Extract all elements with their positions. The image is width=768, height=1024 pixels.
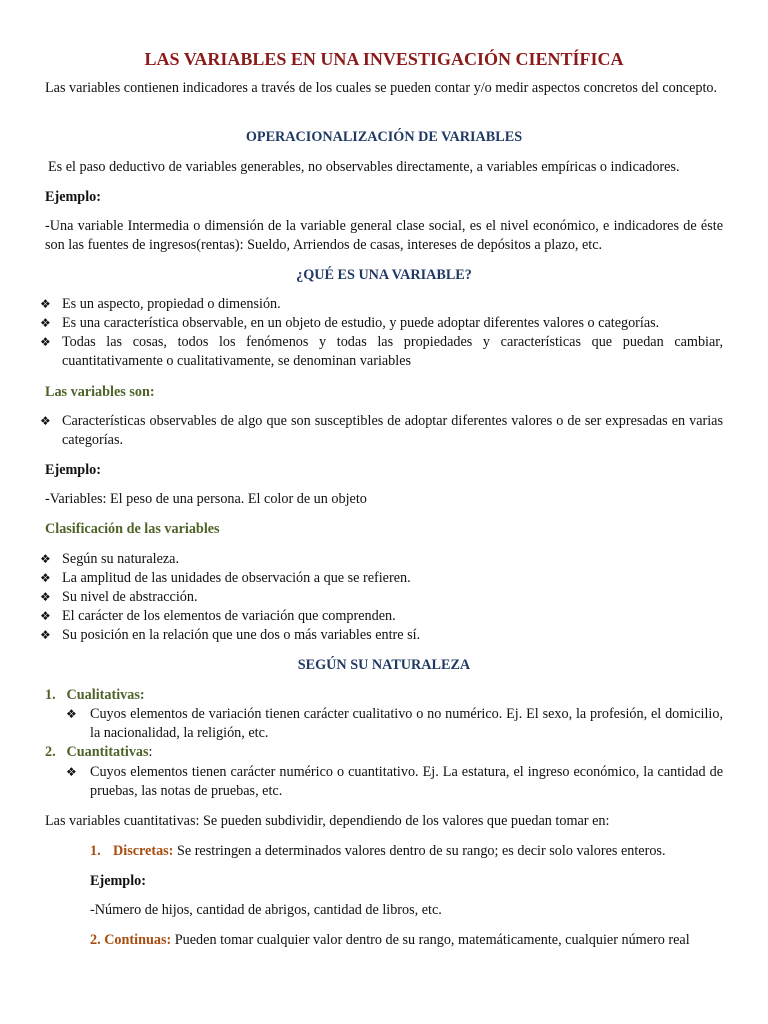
list-item: ❖ Es un aspecto, propiedad o dimensión. [40,296,281,312]
las-variables-son-label: Las variables son: [45,384,155,400]
example-text-1: -Una variable Intermedia o dimensión de la variable general clase social, es el nivel económico, e indicadores de éste son las fuentes de ingresos(rentas): Sueldo, Arriendos de casas, intereses de depósitos a plazo, etc. [45,218,723,253]
example-label-1: Ejemplo: [45,189,101,205]
cualitativas-item [45,686,723,705]
clasificacion-list [40,550,723,645]
document-title: LAS VARIABLES EN UNA INVESTIGACIÓN CIENTÍFICA [144,49,624,69]
continuas-text: Pueden tomar cualquier valor dentro de su rango, matemáticamente, cualquier número real [171,932,690,948]
example-text-2: -Variables: El peso de una persona. El color de un objeto [45,491,367,507]
list-item: ❖ El carácter de los elementos de variación que comprenden. [40,608,396,624]
list-item: ❖ Todas las cosas, todos los fenómenos y todas las propiedades y características que puedan cambiar, cuantitativamente o cualitativamente, se denominan variables [40,334,723,369]
diamond-bullet-icon: ❖ [40,316,51,330]
diamond-bullet-icon: ❖ [40,609,51,623]
continuas-label: 2. Continuas: [90,932,172,948]
what-is-variable-list [40,295,723,371]
variables-son-list [40,412,723,450]
list-item: ❖ Cuyos elementos de variación tienen carácter cualitativo o no numérico. Ej. El sexo, la profesión, el domicilio, la nacionalidad, la religión, etc. [66,706,723,741]
heading-operacionalizacion: OPERACIONALIZACIÓN DE VARIABLES [245,129,523,145]
clasificacion-label: Clasificación de las variables [45,521,220,537]
cualitativas-label: Cualitativas: [66,687,145,703]
item-number: 2. [45,744,56,760]
diamond-bullet-icon: ❖ [40,414,51,428]
list-item: ❖ La amplitud de las unidades de observación a que se refieren. [40,570,411,586]
intro-paragraph: Las variables contienen indicadores a través de los cuales se pueden contar y/o medir aspectos concretos del concepto. [45,80,718,96]
cualitativas-list [66,705,723,743]
list-item: ❖ Su nivel de abstracción. [40,589,198,605]
list-item: ❖ Su posición en la relación que une dos o más variables entre sí. [40,627,421,643]
discretas-item [90,842,723,861]
discretas-label: Discretas: [113,843,174,859]
list-item: ❖ Cuyos elementos tienen carácter numérico o cuantitativo. Ej. La estatura, el ingreso económico, la cantidad de pruebas, las notas de pruebas, etc. [66,764,723,799]
example-label-3: Ejemplo: [90,873,146,889]
example-text-3: -Número de hijos, cantidad de abrigos, cantidad de libros, etc. [90,902,442,918]
diamond-bullet-icon: ❖ [40,571,51,585]
diamond-bullet-icon: ❖ [66,707,77,721]
example-label-2: Ejemplo: [45,462,101,478]
heading-que-es-variable: ¿QUÉ ES UNA VARIABLE? [296,267,472,283]
list-item: ❖ Es una característica observable, en un objeto de estudio, y puede adoptar diferentes valores o categorías. [40,315,660,331]
subdivide-text: Las variables cuantitativas: Se pueden subdividir, dependiendo de los valores que puedan tomar en: [45,813,610,829]
diamond-bullet-icon: ❖ [66,765,77,779]
item-number: 1. [45,687,56,703]
diamond-bullet-icon: ❖ [40,552,51,566]
item-number: 1. [90,843,101,859]
cuantitativas-colon: : [148,744,153,760]
diamond-bullet-icon: ❖ [40,590,51,604]
cuantitativas-label: Cuantitativas [66,744,149,760]
discretas-text: Se restringen a determinados valores dentro de su rango; es decir solo valores enteros. [173,843,666,859]
heading-segun-naturaleza: SEGÚN SU NATURALEZA [297,657,471,673]
diamond-bullet-icon: ❖ [40,628,51,642]
cuantitativas-list [66,763,723,801]
list-item: ❖ Según su naturaleza. [40,551,180,567]
continuas-item [90,931,730,950]
diamond-bullet-icon: ❖ [40,297,51,311]
operacionalizacion-text: Es el paso deductivo de variables generables, no observables directamente, a variables empíricas o indicadores. [48,159,680,175]
diamond-bullet-icon: ❖ [40,335,51,349]
cuantitativas-item [45,743,723,762]
list-item: ❖ Características observables de algo que son susceptibles de adoptar diferentes valores o de ser expresadas en varias categorías. [40,413,723,448]
